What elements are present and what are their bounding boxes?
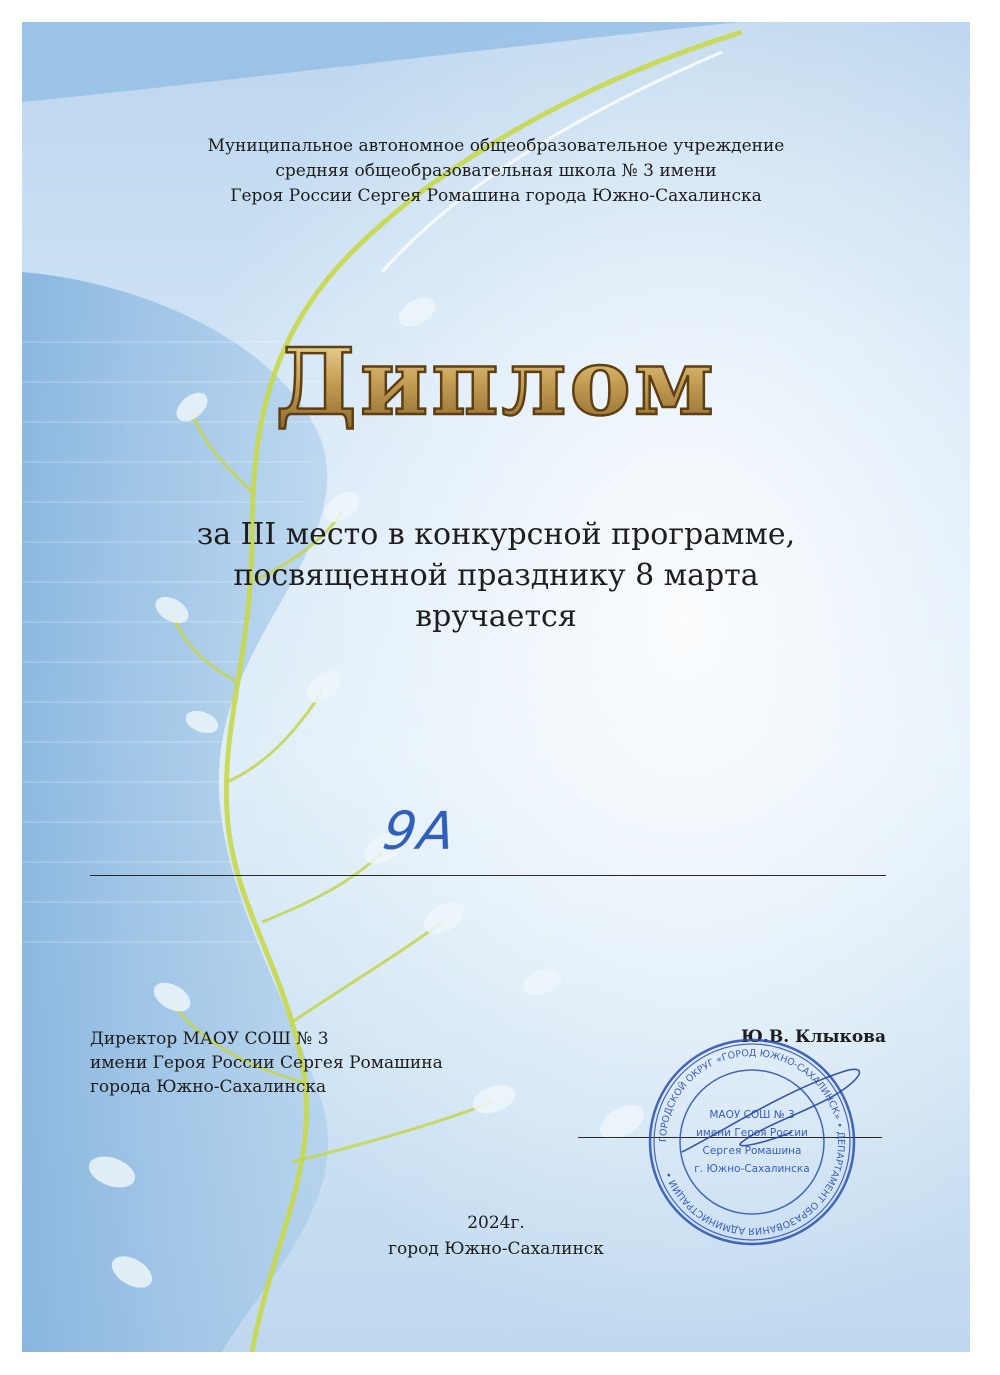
director-line-3: города Южно-Сахалинска <box>90 1077 327 1097</box>
signer-name: Ю.В. Клыкова <box>741 1027 886 1047</box>
stamp-outer-text: ГОРОДСКОЙ ОКРУГ «ГОРОД ЮЖНО-САХАЛИНСК» • ДЕПАРТАМЕНТ ОБРАЗОВАНИЯ АДМИНИСТРАЦИИ • <box>657 1047 847 1237</box>
subtitle-line-1: за III место в конкурсной программе, <box>196 517 796 552</box>
school-header <box>22 134 970 209</box>
director-line-2: имени Героя России Сергея Ромашина <box>90 1053 443 1073</box>
subtitle-line-2: посвященной празднику 8 марта <box>233 558 759 593</box>
stamp-center-line-4: г. Южно-Сахалинска <box>694 1163 810 1175</box>
recipient-handwritten: 9А <box>379 802 461 862</box>
stamp-center-line-3: Сергея Ромашина <box>702 1145 802 1157</box>
diploma-sheet <box>22 22 970 1352</box>
director-line-1: Директор МАОУ СОШ № 3 <box>90 1029 329 1049</box>
stamp-center-line-1: МАОУ СОШ № 3 <box>709 1109 795 1121</box>
footer-year: 2024г. <box>467 1213 525 1233</box>
footer-city: город Южно-Сахалинск <box>388 1239 604 1259</box>
diploma-title <box>22 322 970 442</box>
header-line-2: средняя общеобразовательная школа № 3 имени <box>275 161 717 181</box>
header-line-1: Муниципальное автономное общеобразовательное учреждение <box>207 136 785 156</box>
title-text: Диплом <box>275 328 717 436</box>
recipient-underline <box>90 875 886 876</box>
award-reason <box>22 514 970 637</box>
title-graphic <box>22 322 970 442</box>
director-block <box>90 1027 510 1099</box>
subtitle-line-3: вручается <box>415 599 577 634</box>
stamp-center-line-2: имени Героя России <box>696 1127 808 1139</box>
header-line-3: Героя России Сергея Ромашина города Южно-Сахалинска <box>230 186 762 206</box>
footer <box>22 1210 970 1262</box>
